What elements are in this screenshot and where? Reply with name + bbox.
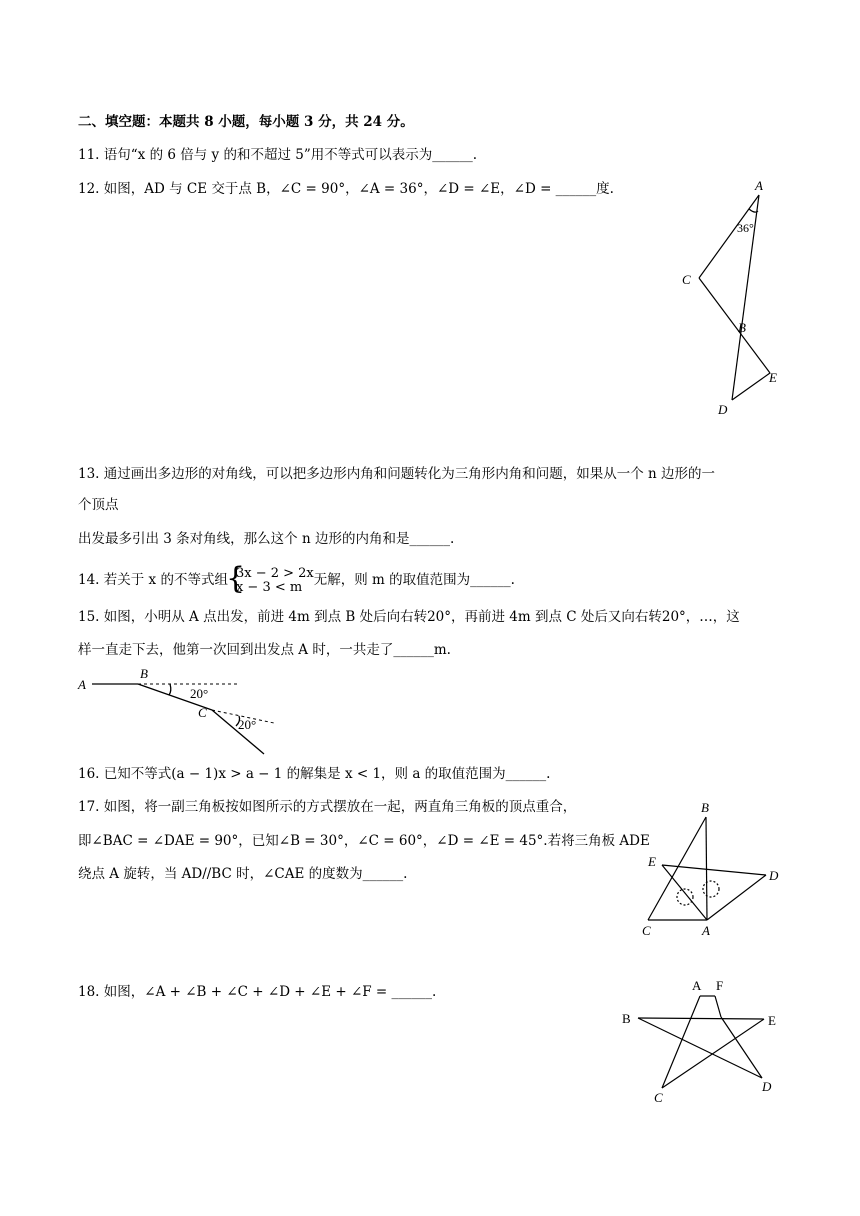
inequality-system [228,567,314,595]
q17-label-e: E [648,854,656,869]
q12-label-angle: 36° [737,221,754,235]
q12-segment-ce [699,278,770,373]
question-18: 18. 如图，∠A + ∠B + ∠C + ∠D + ∠E + ∠F = ______. [78,984,437,1000]
question-11: 11. 语句“x 的 6 倍与 y 的和不超过 5”用不等式可以表示为______. [78,147,478,163]
q12-figure [675,178,790,423]
q15-label-c: C [198,705,207,720]
q17-segment-ba [706,817,707,920]
q17-label-a: A [702,923,710,938]
inequality-2: x − 3 < m [235,579,303,595]
q17-label-c: C [642,923,651,938]
question-13-line-1: 13. 通过画出多边形的对角线，可以把多边形内角和问题转化为三角形内角和问题，如果从一个 n 边形的一 [78,466,716,482]
q17-label-d: D [769,868,779,883]
q15-label-angle-1: 20° [190,686,209,701]
q17-angle-mark-1 [677,889,693,905]
q18-label-b: B [622,1011,631,1026]
q12-label-e: E [769,370,777,385]
q15-label-angle-2: 20° [238,717,257,732]
q12-label-b: B [738,320,746,335]
q18-segment-ac [662,996,700,1088]
q18-label-e: E [768,1013,776,1028]
q12-label-c: C [682,272,691,287]
q12-label-d: D [718,402,728,417]
question-13-line-3: 出发最多引出 3 条对角线，那么这个 n 边形的内角和是______. [78,531,455,547]
q15-label-a: A [78,677,86,692]
question-13-line-2: 个顶点 [78,497,119,513]
q18-label-f: F [716,978,724,993]
q18-segment-bd [638,1018,762,1078]
question-17-line-2: 即∠BAC = ∠DAE = 90°，已知∠B = 30°，∠C = 60°，∠D = ∠E = 45°.若将三角板 ADE [78,833,650,849]
q18-figure [616,975,791,1107]
q17-segment-ea [662,865,707,920]
q18-segment-fd [721,1017,762,1078]
q17-figure [636,797,786,939]
q18-label-a: A [692,978,702,993]
question-17-line-1: 17. 如图，将一副三角板按如图所示的方式摆放在一起，两直角三角板的顶点重合， [78,799,577,815]
question-15-line-2: 样一直走下去，他第一次回到出发点 A 时，一共走了______m. [78,642,451,658]
q15-arc-b [169,684,171,695]
q18-segment-ec [662,1019,764,1088]
question-12: 12. 如图，AD 与 CE 交于点 B，∠C = 90°，∠A = 36°，∠D = ∠E，∠D = ______度. [78,181,614,197]
question-16: 16. 已知不等式(a − 1)x > a − 1 的解集是 x < 1，则 a 的取值范围为______. [78,766,551,782]
question-17-line-3: 绕点 A 旋转，当 AD//BC 时，∠CAE 的度数为______. [78,866,408,882]
q15-label-b: B [140,666,148,681]
question-14-suffix: 无解，则 m 的取值范围为______. [313,572,515,588]
q15-figure [74,665,284,757]
q18-segment-f [715,996,721,1017]
q18-label-c: C [654,1090,663,1105]
q17-segment-ed [662,865,766,875]
question-15-line-1: 15. 如图，小明从 A 点出发，前进 4m 到点 B 处后向右转20°，再前进 4m 到点 C 处后又向右转20°，…，这 [78,609,740,625]
q17-label-b: B [701,800,709,815]
q18-segment-be [638,1018,764,1019]
q12-segment-de [732,373,770,400]
question-14-prefix: 14. 若关于 x 的不等式组 [78,572,228,588]
inequality-1: { 3x − 2 > 2x [235,565,314,581]
q12-label-a: A [755,178,763,193]
question-14 [78,566,515,595]
section-title: 二、填空题：本题共 8 小题，每小题 3 分，共 24 分。 [78,114,414,130]
q18-label-d: D [762,1079,772,1094]
q17-angle-mark-2 [703,881,719,897]
q17-segment-da [707,875,766,920]
